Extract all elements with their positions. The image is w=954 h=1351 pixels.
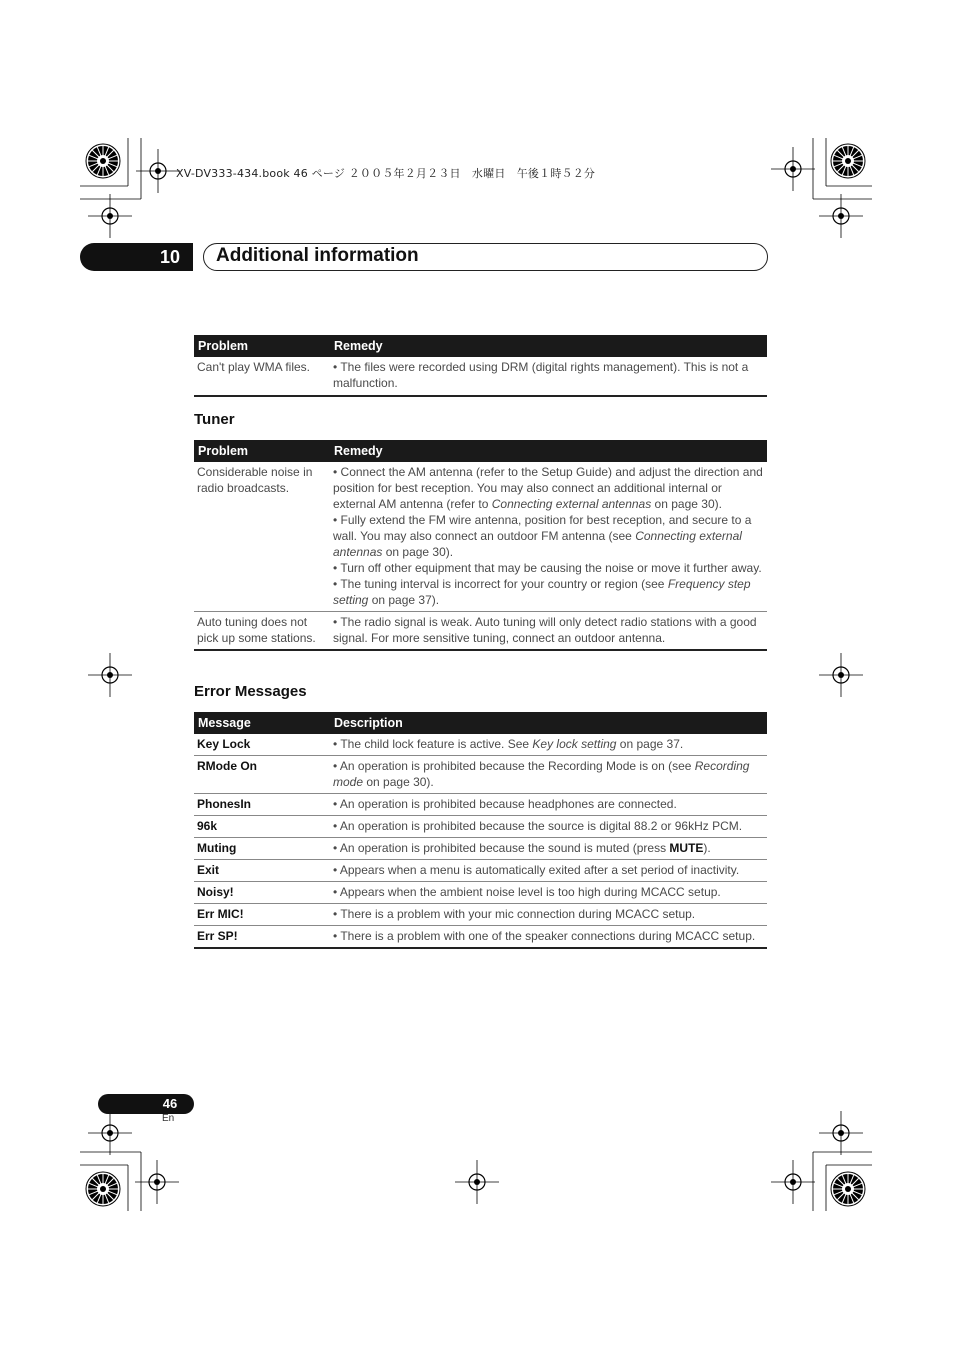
message-cell: Exit: [194, 860, 330, 882]
table-row: [194, 860, 767, 882]
chapter-number: 10: [159, 247, 181, 267]
chapter-title: Additional information: [216, 245, 419, 266]
problem-cell: Can't play WMA files.: [194, 357, 330, 396]
message-cell: 96k: [194, 816, 330, 838]
print-info-line: XV-DV333-434.book 46 ページ ２００５年２月２３日 水曜日 午後１時５２分: [176, 167, 596, 180]
message-cell: Noisy!: [194, 882, 330, 904]
problem-column-header: Problem: [194, 335, 330, 357]
tuner-troubleshooting-table: [194, 440, 767, 651]
message-cell: RMode On: [194, 756, 330, 794]
description-cell: • An operation is prohibited because the source is digital 88.2 or 96kHz PCM.: [330, 816, 767, 838]
table-row: [194, 756, 767, 794]
description-cell: • There is a problem with one of the speaker connections during MCACC setup.: [330, 926, 767, 949]
problem-cell: Auto tuning does not pick up some stations.: [194, 612, 330, 651]
error-messages-table: [194, 712, 767, 949]
table-row: [194, 612, 767, 651]
remedy-column-header: Remedy: [330, 440, 767, 462]
table-row: [194, 926, 767, 949]
message-cell: Err SP!: [194, 926, 330, 949]
table-row: [194, 357, 767, 396]
message-cell: PhonesIn: [194, 794, 330, 816]
description-column-header: Description: [330, 712, 767, 734]
table-row: [194, 904, 767, 926]
table-row: [194, 462, 767, 612]
error-messages-heading: Error Messages: [194, 683, 307, 700]
description-cell: • Appears when the ambient noise level is too high during MCACC setup.: [330, 882, 767, 904]
table-header-row: [194, 440, 767, 462]
table-row: [194, 838, 767, 860]
page-language: En: [162, 1113, 175, 1124]
description-cell: • Appears when a menu is automatically exited after a set period of inactivity.: [330, 860, 767, 882]
page-number: 46: [162, 1096, 178, 1111]
message-column-header: Message: [194, 712, 330, 734]
remedy-column-header: Remedy: [330, 335, 767, 357]
message-cell: Key Lock: [194, 734, 330, 756]
table-row: [194, 794, 767, 816]
remedy-cell: • Connect the AM antenna (refer to the Setup Guide) and adjust the direction and position for best reception. You may also connect an additional internal or external AM antenna (refer to Connecting external antennas on page 30). • Fully extend the FM wire antenna, position for best reception, and secure to a wall. You may also connect an outdoor FM antenna (see Connecting external antennas on page 30). • Turn off other equipment that may be causing the noise or move it further away. • The tuning interval is incorrect for your country or region (see Frequency step setting on page 37).: [330, 462, 767, 612]
description-cell: • An operation is prohibited because the Recording Mode is on (see Recording mode on page 30).: [330, 756, 767, 794]
description-cell: • There is a problem with your mic connection during MCACC setup.: [330, 904, 767, 926]
description-cell: • An operation is prohibited because the sound is muted (press MUTE).: [330, 838, 767, 860]
message-cell: Muting: [194, 838, 330, 860]
remedy-cell: • The files were recorded using DRM (digital rights management). This is not a malfunction.: [330, 357, 767, 396]
remedy-cell: • The radio signal is weak. Auto tuning will only detect radio stations with a good signal. For more sensitive tuning, connect an outdoor antenna.: [330, 612, 767, 651]
table-header-row: [194, 712, 767, 734]
message-cell: Err MIC!: [194, 904, 330, 926]
table-row: [194, 734, 767, 756]
problem-column-header: Problem: [194, 440, 330, 462]
wma-troubleshooting-table: [194, 335, 767, 397]
problem-cell: Considerable noise in radio broadcasts.: [194, 462, 330, 612]
table-row: [194, 882, 767, 904]
tuner-heading: Tuner: [194, 411, 235, 428]
description-cell: • The child lock feature is active. See Key lock setting on page 37.: [330, 734, 767, 756]
table-header-row: [194, 335, 767, 357]
description-cell: • An operation is prohibited because headphones are connected.: [330, 794, 767, 816]
table-row: [194, 816, 767, 838]
